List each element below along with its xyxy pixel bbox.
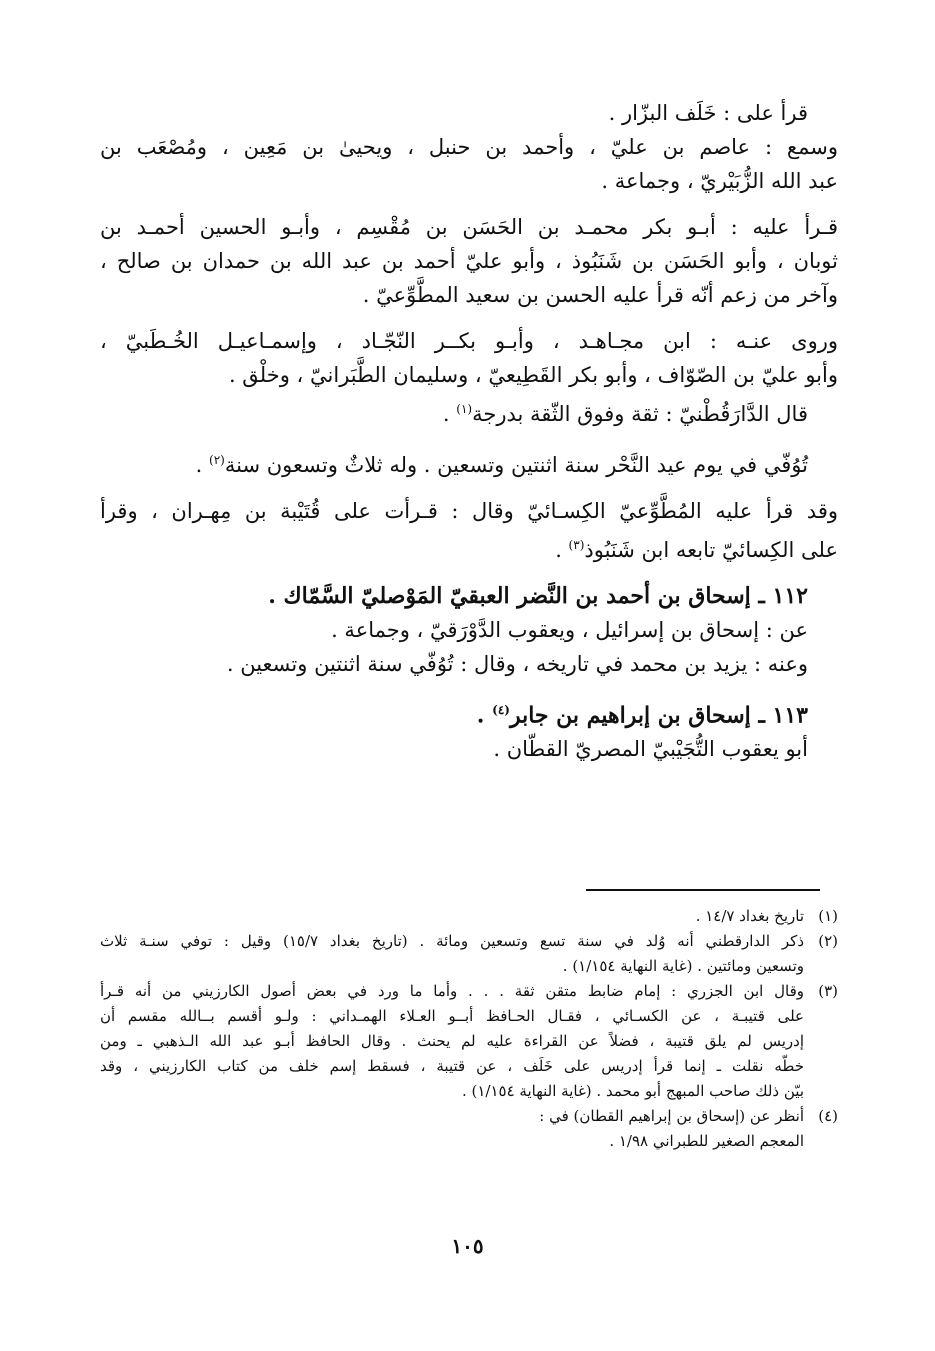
text-line: وعنه : يزيد بن محمد في تاريخه ، وقال : تُوُفّي سنة اثنتين وتسعين .: [226, 652, 808, 676]
text-line: وآخر من زعم أنّه قرأ عليه الحسن بن سعيد المطَّوِّعيّ .: [362, 283, 838, 307]
footnote-continued: على قتيبـة ، عن الكسـائي ، فقـال الحـافظ أبــو العـلاء الهمـداني : ولـو أقسم بــالله مقسم أن: [100, 1007, 804, 1025]
footnote: (٣)وقال ابن الجزري : إمام ضابط متقن ثقة . . . وأما ما ورد في بعض أصول الكارزيني من أنه قـرأ: [100, 982, 839, 1000]
footnote-ref: (١): [456, 402, 473, 416]
entry-heading: ١١٣ ـ إسحاق بن إبراهيم بن جابر$^{(٤)}$ .: [476, 702, 808, 729]
footnote-continued: إدريس لم يلق قتيبة ، فضلاً عن القراءة عليه لم يحنث . وقال الحافظ أبـو عبد الله الـذهبي ـ ومن: [100, 1032, 804, 1050]
text-line: وسمع : عاصم بن عليّ ، وأحمد بن حنبل ، ويحيىٰ بن مَعِين ، ومُصْعَب بن: [100, 135, 838, 159]
text-line: ثوبان ، وأبو الحَسَن بن شَنَبُوذ ، وأبو عليّ أحمد بن عبد الله بن حمدان بن صالح ،: [100, 249, 838, 273]
text-line: عبد الله الزُّبَيْريّ ، وجماعة .: [601, 169, 838, 193]
footnotes: [100, 904, 838, 1154]
main-text: [100, 96, 838, 766]
text-line: عن : إسحاق بن إسرائيل ، ويعقوب الدَّوْرَقيّ ، وجماعة .: [331, 618, 808, 642]
footnote-ref: (٤): [492, 703, 510, 717]
text-line: وأبو عليّ بن الصّوّاف ، وأبو بكر القَطِيعيّ ، وسليمان الطَّبَرانيّ ، وخلْق .: [228, 363, 838, 387]
footnote: (٤)أنظر عن (إسحاق بن إبراهيم القطان) في :: [539, 1107, 838, 1125]
text-line: قـرأ عليه : أبـو بكر محمـد بن الحَسَن بن مُقْسِم ، وأبـو الحسين أحمـد بن: [100, 215, 838, 239]
footnote-continued: المعجم الصغير للطبراني ١/٩٨ .: [609, 1132, 804, 1150]
footnote: (١)تاريخ بغداد ١٤/٧ .: [695, 907, 838, 925]
footnote-divider: [586, 889, 820, 891]
footnote-ref: (٢): [209, 453, 225, 467]
text-line: قال الدَّارَقُطْنيّ : ثقة وفوق الثّقة بدرجة$^{(١)}$ .: [442, 402, 808, 426]
footnote-continued: خطّه نقلت ـ إنما قرأ إدريس على خَلَف ، عن قتيبة ، فسقط إسم خلف من كتاب الكارزيني ، وقد: [100, 1057, 804, 1075]
entry-heading: ١١٢ ـ إسحاق بن أحمد بن النَّضر العبقيّ المَوْصليّ السَّمّاك .: [268, 583, 808, 609]
text-line: وقد قرأ عليه المُطَّوِّعيّ الكِسـائيّ وقال : قـرأت على قُتَيْبة بن مِهـران ، وقرأ: [100, 499, 838, 523]
text-line: وروى عنـه : ابن مجـاهـد ، وأبـو بكــر النّجّـاد ، وإسمـاعيـل الخُـطَبيّ ،: [100, 329, 838, 353]
footnote: (٢)ذكر الدارقطني أنه وُلد في سنة تسع وتسعين ومائة . (تاريخ بغداد ١٥/٧) وقيل : توفي سنـة ثلاث: [100, 932, 838, 950]
text-line: قرأ على : خَلَف البزّار .: [608, 101, 808, 125]
footnote-ref: (٣): [568, 538, 585, 552]
footnote-continued: وتسعين ومائتين . (غاية النهاية ١/١٥٤) .: [562, 957, 804, 975]
text-line: على الكِسائيّ تابعه ابن شَنَبُوذ$^{(٣)}$ .: [555, 538, 838, 562]
text-line: أبو يعقوب التُّجَيْبيّ المصريّ القطّان .: [493, 737, 808, 762]
text-line: تُوُفّي في يوم عيد النَّحْر سنة اثنتين وتسعين . وله ثلاثٌ وتسعون سنة$^{(٢)}$ .: [195, 453, 808, 477]
footnote-continued: بيّن ذلك صاحب المبهج أبو محمد . (غاية النهاية ١/١٥٤) .: [461, 1082, 804, 1100]
page-number: ١٠٥: [451, 1234, 484, 1258]
